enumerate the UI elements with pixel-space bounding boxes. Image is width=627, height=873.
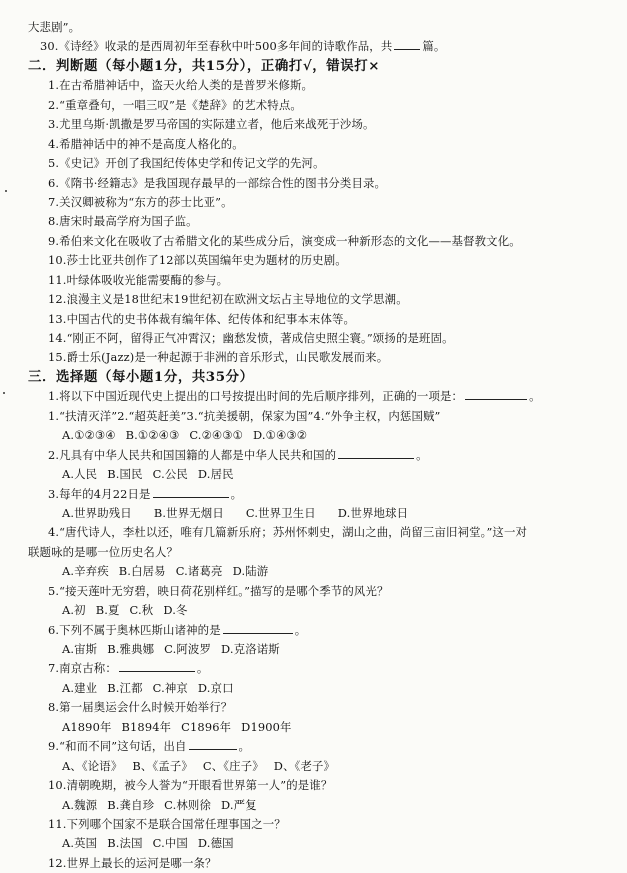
answer-blank[interactable]	[189, 737, 237, 750]
answer-option: C.秋	[129, 603, 154, 618]
answer-option: A、《论语》	[62, 758, 123, 773]
scan-speck	[3, 392, 5, 394]
scan-speck	[5, 190, 7, 192]
line-text: 4.“唐代诗人，李杜以还，唯有几篇新乐府；苏州怀刺史，湖山之曲，尚留三亩旧祠堂。”这一对	[48, 525, 528, 540]
answer-option: A.①②③④	[62, 428, 116, 443]
question-line	[26, 232, 605, 251]
answer-option: B.江都	[107, 680, 143, 695]
question-line	[26, 776, 605, 795]
answer-option: B.①②④③	[125, 428, 180, 443]
line-text: 14.“刚正不阿，留得正气冲霄汉；幽愁发愤，著成信史照尘寰。”颂扬的是班固。	[48, 331, 454, 345]
answer-options	[26, 562, 605, 581]
question-line	[26, 543, 605, 562]
line-text: 8.唐宋时最高学府为国子监。	[48, 214, 198, 229]
answer-option: B.法国	[107, 836, 143, 851]
question-line	[26, 174, 605, 193]
question-line	[26, 815, 605, 834]
answer-blank[interactable]	[119, 659, 195, 672]
answer-option: A1890年	[62, 719, 112, 734]
line-suffix: 。	[294, 622, 307, 637]
question-line	[26, 271, 605, 290]
line-text: 6.下列不属于奥林匹斯山诸神的是	[48, 622, 221, 637]
answer-option: D.克洛诺斯	[221, 642, 280, 656]
line-text: 9.“和而不同”这句话，出自	[48, 739, 187, 754]
line-text: 5.《史记》开创了我国纪传体史学和传记文学的先河。	[48, 156, 325, 171]
answer-option: B.龚自珍	[107, 797, 155, 812]
question-line	[26, 737, 605, 756]
answer-option: C.世界卫生日	[245, 505, 316, 520]
answer-option: C.阿波罗	[164, 642, 212, 656]
question-line	[26, 115, 605, 134]
answer-option: A.初	[62, 603, 86, 618]
line-text: 13.中国古代的史书体裁有编年体、纪传体和纪事本末体等。	[48, 311, 356, 326]
answer-blank[interactable]	[465, 387, 527, 400]
answer-option: A.世界助残日	[62, 505, 132, 520]
question-line	[26, 698, 605, 717]
question-line	[26, 212, 605, 231]
answer-option: D.陆游	[232, 564, 269, 579]
line-text: 三．选择题（每小题1分，共35分）	[28, 368, 254, 385]
answer-blank[interactable]	[223, 621, 293, 634]
question-line	[26, 523, 605, 542]
answer-option: B.雅典娜	[107, 642, 155, 656]
answer-options	[26, 757, 605, 776]
answer-options	[26, 834, 605, 853]
answer-blank[interactable]	[394, 37, 420, 50]
answer-option: C.林则徐	[164, 797, 212, 812]
answer-option: C1896年	[181, 719, 232, 734]
answer-option: C、《庄子》	[202, 758, 264, 773]
answer-option: C.中国	[152, 836, 188, 851]
line-text: 大悲剧”。	[28, 20, 81, 34]
line-text: 12.浪漫主义是18世纪末19世纪初在欧洲文坛占主导地位的文学思潮。	[48, 292, 408, 307]
question-line	[26, 582, 605, 601]
answer-options	[26, 601, 605, 620]
answer-blank[interactable]	[153, 485, 229, 498]
question-line	[26, 485, 605, 504]
answer-option: B、《孟子》	[132, 758, 193, 773]
answer-options	[26, 718, 605, 737]
question-line	[26, 193, 605, 212]
answer-option: B.夏	[95, 603, 120, 618]
line-suffix: 。	[238, 739, 251, 754]
question-line	[26, 387, 605, 406]
answer-option: D.严复	[221, 797, 257, 812]
question-line	[26, 348, 605, 367]
question-line	[26, 310, 605, 329]
answer-option: A.魏源	[62, 797, 98, 812]
question-line	[26, 37, 605, 56]
question-line	[26, 446, 605, 465]
answer-option: D.居民	[197, 467, 234, 482]
question-line	[26, 854, 605, 873]
answer-option: B1894年	[121, 719, 172, 734]
question-line	[26, 96, 605, 115]
answer-option: C.②④③①	[189, 428, 244, 443]
line-text: 2.凡具有中华人民共和国国籍的人都是中华人民共和国的	[48, 447, 337, 462]
answer-blank[interactable]	[338, 446, 414, 459]
answer-option: B.世界无烟日	[153, 505, 224, 520]
line-text: 2.“重章叠句，一唱三叹”是《楚辞》的艺术特点。	[48, 97, 302, 112]
answer-options	[26, 426, 605, 445]
answer-option: A.人民	[62, 467, 98, 482]
line-text: 11.下列哪个国家不是联合国常任理事国之一？	[48, 816, 286, 831]
question-line	[26, 76, 605, 95]
answer-options	[26, 640, 605, 659]
line-text: 12.世界上最长的运河是哪一条？	[48, 855, 217, 870]
answer-option: C.诸葛亮	[175, 564, 223, 579]
line-text: 7.南京古称：	[48, 661, 117, 676]
answer-option: D1900年	[241, 719, 292, 734]
line-suffix: 。	[529, 389, 541, 404]
answer-option: D.京口	[197, 680, 234, 695]
line-text: 8.第一届奥运会什么时候开始举行？	[48, 700, 233, 715]
question-line	[26, 251, 605, 270]
line-text: 10.莎士比亚共创作了12部以英国编年史为题材的历史剧。	[48, 253, 347, 268]
line-text: 7.关汉卿被称为“东方的莎士比亚”。	[48, 194, 233, 209]
question-line	[26, 329, 605, 348]
line-suffix: 。	[230, 486, 243, 501]
line-text: 1.“扶清灭洋”2.“超英赶美”3.“抗美援朝，保家为国”4.“外争主权，内惩国贼”	[48, 408, 441, 423]
answer-option: D.德国	[197, 836, 234, 851]
line-text: 二．判断题（每小题1分，共15分），正确打√，错误打×	[28, 57, 381, 74]
question-line	[26, 659, 605, 678]
line-text: 1.将以下中国近现代史上提出的口号按提出时间的先后顺序排列，正确的一项是：	[48, 389, 464, 404]
answer-options	[26, 504, 605, 523]
line-text: 6.《隋书·经籍志》是我国现存最早的一部综合性的图书分类目录。	[48, 175, 387, 190]
answer-option: D.世界地球日	[337, 505, 409, 520]
answer-option: B.国民	[107, 467, 143, 482]
question-line	[26, 18, 605, 37]
answer-options	[26, 796, 605, 815]
answer-option: A.宙斯	[62, 642, 98, 656]
question-line	[26, 621, 605, 640]
line-suffix: 。	[196, 661, 209, 676]
line-text: 11.叶绿体吸收光能需要酶的参与。	[48, 272, 229, 287]
line-text: 5.“接天莲叶无穷碧，映日荷花别样红。”描写的是哪个季节的风光？	[48, 583, 389, 598]
question-line	[26, 290, 605, 309]
line-suffix: 篇。	[422, 39, 446, 54]
line-text: 30.《诗经》收录的是西周初年至春秋中叶500多年间的诗歌作品，共	[40, 39, 393, 54]
line-text: 1.在古希腊神话中，盗天火给人类的是普罗米修斯。	[48, 78, 314, 93]
line-text: 9.希伯来文化在吸收了古希腊文化的某些成分后，演变成一种新形态的文化——基督教文化。	[48, 233, 521, 248]
line-text: 4.希腊神话中的神不是高度人格化的。	[48, 136, 244, 151]
question-line	[26, 154, 605, 173]
line-text: 联题咏的是哪一位历史名人？	[28, 544, 179, 559]
answer-option: A.建业	[62, 680, 98, 695]
answer-option: D.①④③②	[253, 428, 308, 443]
answer-option: C.神京	[152, 680, 188, 695]
answer-option: A.英国	[62, 836, 98, 851]
answer-options	[26, 679, 605, 698]
answer-option: B.白居易	[118, 564, 166, 579]
section-heading	[26, 57, 605, 76]
line-text: 3.每年的4月22日是	[48, 486, 151, 501]
question-line	[26, 407, 605, 426]
line-suffix: 。	[416, 447, 428, 462]
answer-option: D、《老子》	[273, 758, 336, 773]
section-heading	[26, 368, 605, 387]
answer-options	[26, 465, 605, 484]
answer-option: C.公民	[152, 467, 188, 482]
question-line	[26, 135, 605, 154]
line-text: 3.尤里乌斯·凯撒是罗马帝国的实际建立者，他后来战死于沙场。	[48, 117, 375, 132]
answer-option: A.辛弃疾	[62, 564, 109, 579]
line-text: 15.爵士乐(Jazz)是一种起源于非洲的音乐形式，山民歌发展而来。	[48, 350, 389, 365]
line-text: 10.清朝晚期，被今人誉为“开眼看世界第一人”的是谁？	[48, 778, 333, 793]
answer-option: D.冬	[163, 603, 188, 618]
